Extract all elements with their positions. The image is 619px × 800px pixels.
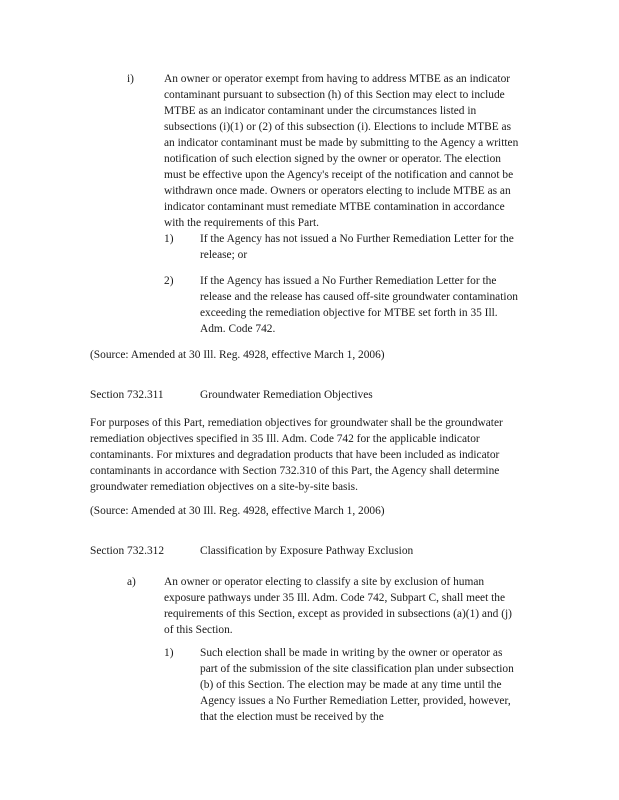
subsection-a-1-text: Such election shall be made in writing by the owner or operator as part of the submission of the site classification plan under subsection (b) of this Section. The election may be made at any time until the Agency issues a No Further Remediation Letter, provided, however, that the election must be received by the <box>200 647 514 723</box>
subsection-i-text: An owner or operator exempt from having to address MTBE as an indicator contaminant pursuant to subsection (h) of this Section may elect to include MTBE as an indicator contaminant under the circumstances listed in subsections (i)(1) or (2) of this subsection (i). Elections to include MTBE as an indicator contaminant must be made by submitting to the Agency a written notification of such election signed by the owner or operator. The election must be effective upon the Agency's receipt of the notification and cannot be withdrawn once made. Owners or operators electing to include MTBE as an indicator contaminant must remediate MTBE contamination in accordance with the requirements of this Part. <box>164 73 519 229</box>
subsection-i-2-text: If the Agency has issued a No Further Remediation Letter for the release and the release has caused off-site groundwater contamination exceeding the remediation objective for MTBE set forth in 35 Ill. Adm. Code 742. <box>200 275 518 335</box>
section-title: Groundwater Remediation Objectives <box>200 389 373 401</box>
section-number: Section 732.312 <box>90 545 165 557</box>
subsection-a-label: a) <box>127 576 136 588</box>
section-number: Section 732.311 <box>90 389 164 401</box>
subsection-i-1-text: If the Agency has not issued a No Further Remediation Letter for the release; or <box>200 233 514 261</box>
subsection-i-2-label: 2) <box>164 275 174 287</box>
subsection-a-1-label: 1) <box>164 647 174 659</box>
subsection-i-1-label: 1) <box>164 233 174 245</box>
section-311-body: For purposes of this Part, remediation objectives for groundwater shall be the groundwater remediation objectives specified in 35 Ill. Adm. Code 742 for the applicable indicator contaminants. For mixtures and degradation products that have been included as indicator contaminants in accordance with Section 732.310 of this Part, the Agency shall determine groundwater remediation objectives on a site-by-site basis. <box>90 417 503 493</box>
source-note-1: (Source: Amended at 30 Ill. Reg. 4928, effective March 1, 2006) <box>90 349 385 361</box>
subsection-a-text: An owner or operator electing to classify a site by exclusion of human exposure pathways under 35 Ill. Adm. Code 742, Subpart C, shall meet the requirements of this Section, except as provided in subsections (a)(1) and (j) of this Section. <box>164 576 512 636</box>
subsection-i-label: i) <box>127 73 134 85</box>
section-title: Classification by Exposure Pathway Exclusion <box>200 545 414 557</box>
source-note-2: (Source: Amended at 30 Ill. Reg. 4928, effective March 1, 2006) <box>90 505 385 517</box>
